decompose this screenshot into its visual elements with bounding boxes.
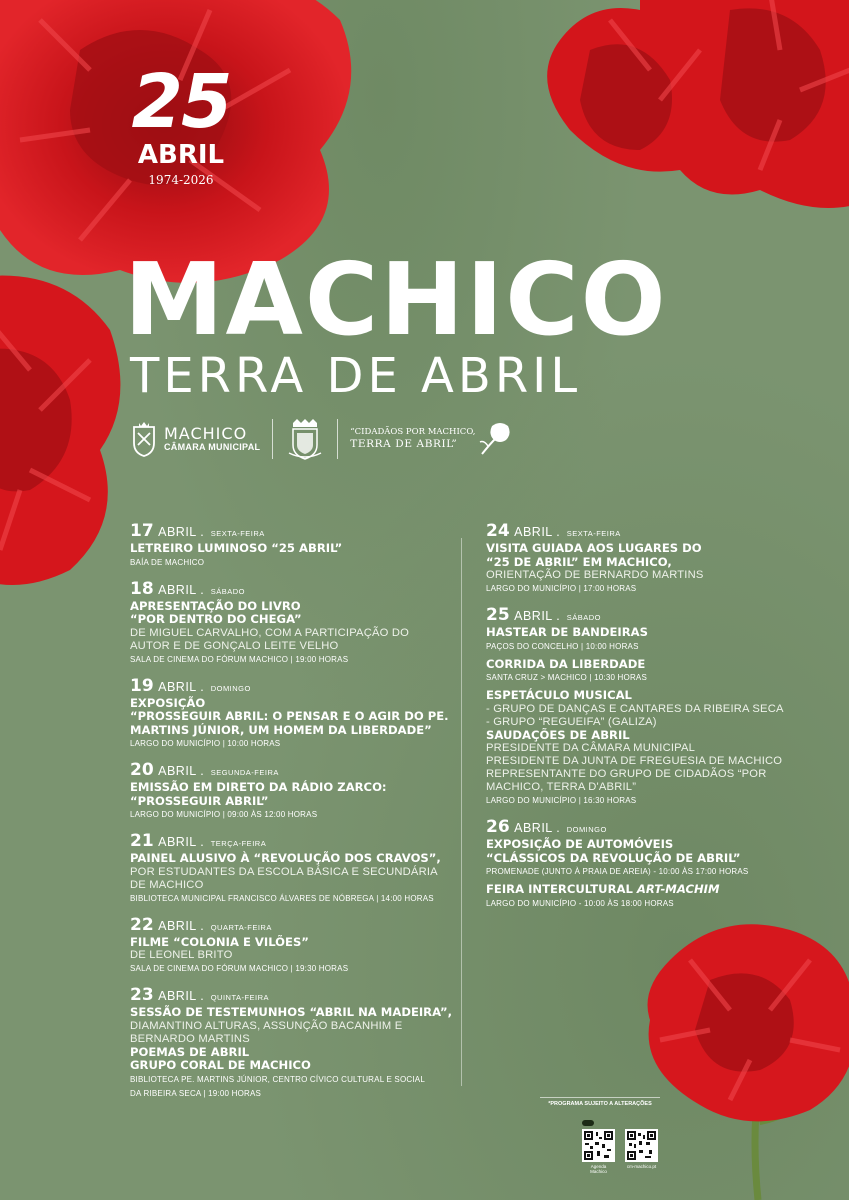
event-heading-text: FEIRA INTERCULTURAL: [486, 882, 637, 896]
badge-number: 25: [131, 59, 231, 145]
event-month: ABRIL .: [514, 821, 561, 835]
event-block: [486, 816, 786, 911]
event-location: LARGO DO MUNICÍPIO | 09:00 ÀS 12:00 HORAS: [130, 810, 318, 819]
event-heading: GRUPO CORAL DE MACHICO: [130, 1058, 311, 1072]
event-location: PROMENADE (JUNTO À PRAIA DE AREIA) - 10:00 ÀS 17:00 HORAS: [486, 867, 749, 876]
event-location: BIBLIOTECA MUNICIPAL FRANCISCO ÁLVARES DE NÓBREGA | 14:00 HORAS: [130, 893, 434, 903]
carnation-left-icon: [0, 270, 130, 590]
event-heading: FILME “COLONIA E VILÕES”: [130, 934, 309, 949]
event-block: [130, 759, 460, 822]
logo-separator: [272, 419, 273, 459]
qr-agenda[interactable]: [582, 1129, 615, 1174]
event-block: [130, 984, 460, 1101]
carnation-top-right-icon: [530, 0, 849, 220]
event-heading: [486, 883, 786, 897]
event-description: DE LEONEL BRITO: [130, 949, 233, 961]
event-month: ABRIL .: [158, 918, 205, 933]
event-location: SANTA CRUZ > MACHICO | 10:30 HORAS: [486, 673, 647, 682]
event-month: ABRIL .: [158, 835, 205, 849]
carnation-bottom-right-icon: [640, 920, 849, 1200]
event-date: [130, 984, 460, 1006]
column-divider: [461, 538, 462, 1086]
event-description: PRESIDENTE DA JUNTA DE FREGUESIA DE MACHICO: [486, 755, 783, 767]
event-date: [130, 830, 460, 852]
event-month: ABRIL .: [514, 525, 561, 539]
event-location: DA RIBEIRA SECA | 19:00 HORAS: [130, 1088, 262, 1098]
anniversary-badge: [126, 59, 236, 187]
program-disclaimer: *PROGRAMA SUJEITO A ALTERAÇÕES: [540, 1097, 660, 1107]
event-weekday: QUINTA-FEIRA: [210, 993, 270, 1002]
event-weekday: SÁBADO: [210, 586, 245, 596]
event-month: ABRIL .: [514, 609, 561, 623]
municipal-logo: [130, 421, 260, 457]
event-location: LARGO DO MUNICÍPIO | 10:00 HORAS: [130, 739, 281, 748]
event-weekday: TERÇA-FEIRA: [210, 839, 267, 848]
program-right-column: [486, 520, 786, 919]
event-weekday: SEXTA-FEIRA: [210, 529, 265, 538]
event-heading: LETREIRO LUMINOSO “25 ABRIL”: [130, 541, 343, 555]
program-left-column: [130, 520, 460, 1109]
event-heading: CORRIDA DA LIBERDADE: [486, 656, 646, 671]
event-description: REPRESENTANTE DO GRUPO DE CIDADÃOS “POR: [486, 768, 767, 780]
event-location: LARGO DO MUNICÍPIO | 16:30 HORAS: [486, 796, 637, 805]
app-badge-icon: [582, 1120, 594, 1126]
event-description: DE MACHICO: [130, 878, 204, 891]
event-date: [130, 675, 460, 697]
logo-separator: [337, 419, 338, 459]
event-weekday: SEXTA-FEIRA: [566, 529, 621, 538]
event-day: 17: [130, 521, 154, 541]
event-heading: EXPOSIÇÃO: [130, 695, 206, 710]
event-date: [486, 520, 786, 542]
event-day: 20: [130, 760, 154, 780]
event-heading: “PROSSEGUIR ABRIL”: [130, 793, 269, 808]
event-month: ABRIL .: [158, 989, 205, 1003]
badge-month: ABRIL: [137, 140, 225, 170]
event-block: [130, 914, 460, 977]
event-weekday: DOMINGO: [210, 683, 251, 693]
event-block: [130, 830, 460, 906]
qr-website[interactable]: [625, 1129, 658, 1174]
event-heading: “PROSSEGUIR ABRIL: O PENSAR E O AGIR DO PE.: [130, 709, 449, 723]
event-day: 23: [130, 985, 154, 1005]
municipal-sub: CÂMARA MUNICIPAL: [164, 441, 261, 452]
citizens-group-logo: [350, 420, 511, 458]
event-location: BAÍA DE MACHICO: [130, 557, 205, 567]
event-location: SALA DE CINEMA DO FÓRUM MACHICO | 19:30 HORAS: [130, 964, 349, 973]
event-day: 21: [130, 831, 154, 851]
event-weekday: SEGUNDA-FEIRA: [210, 768, 279, 777]
citizens-line2: TERRA DE ABRIL”: [350, 438, 458, 450]
badge-years: 1974-2026: [148, 173, 214, 187]
event-block: [130, 675, 460, 752]
qr-code-icon: [582, 1129, 615, 1162]
event-description: MACHICO, TERRA D'ABRIL”: [486, 781, 637, 793]
coat-of-arms-icon: [285, 417, 325, 461]
event-heading: VISITA GUIADA AOS LUGARES DO: [486, 541, 702, 555]
event-date: [130, 759, 460, 781]
event-heading: MARTINS JÚNIOR, UM HOMEM DA LIBERDADE”: [130, 722, 432, 737]
event-location: SALA DE CINEMA DO FÓRUM MACHICO | 19:00 HORAS: [130, 654, 349, 664]
event-day: 18: [130, 578, 154, 599]
event-heading: “CLÁSSICOS DA REVOLUÇÃO DE ABRIL”: [486, 850, 741, 865]
event-month: ABRIL .: [158, 764, 205, 778]
event-description: POR ESTUDANTES DA ESCOLA BÁSICA E SECUNDÁRIA: [130, 865, 438, 878]
poster-subtitle: TERRA DE ABRIL: [130, 348, 582, 404]
municipal-name: MACHICO: [164, 423, 248, 443]
event-block: [486, 604, 786, 808]
event-weekday: QUARTA-FEIRA: [210, 922, 272, 932]
event-date: [130, 914, 460, 936]
poster-title: MACHICO: [124, 241, 668, 358]
qr-left-caption: Agenda Machico: [590, 1164, 607, 1174]
event-month: ABRIL .: [158, 582, 205, 597]
event-date: [486, 604, 786, 626]
event-date: [486, 816, 786, 838]
machico-emblem-icon: [130, 421, 158, 457]
event-description: DIAMANTINO ALTURAS, ASSUNÇÃO BACANHIM E: [130, 1019, 403, 1032]
carnation-emblem-icon: [476, 420, 512, 458]
event-heading: APRESENTAÇÃO DO LIVRO: [130, 598, 301, 613]
event-day: 25: [486, 605, 510, 625]
event-description: DE MIGUEL CARVALHO, COM A PARTICIPAÇÃO DO: [130, 626, 410, 639]
qr-code-icon: [625, 1129, 658, 1162]
event-block: [486, 520, 786, 596]
event-description: - GRUPO DE DANÇAS E CANTARES DA RIBEIRA SECA: [486, 702, 784, 715]
event-location: BIBLIOTECA PE. MARTINS JÚNIOR, CENTRO CÍVICO CULTURAL E SOCIAL: [130, 1074, 425, 1084]
event-description: - GRUPO “REGUEIFA” (GALIZA): [486, 715, 657, 728]
event-description: AUTOR E DE GONÇALO LEITE VELHO: [130, 639, 339, 652]
event-day: 19: [130, 675, 154, 696]
qr-header: [582, 1120, 662, 1126]
event-weekday: DOMINGO: [566, 825, 607, 834]
event-heading: “POR DENTRO DO CHEGA”: [130, 612, 302, 626]
event-date: [130, 520, 460, 542]
event-heading: “25 DE ABRIL” EM MACHICO,: [486, 554, 672, 569]
event-heading: ESPETÁCULO MUSICAL: [486, 688, 632, 702]
event-month: ABRIL .: [158, 679, 205, 694]
event-heading: PAINEL ALUSIVO À “REVOLUÇÃO DOS CRAVOS”,: [130, 851, 441, 865]
event-heading: SAUDAÇÕES DE ABRIL: [486, 727, 630, 742]
event-month: ABRIL .: [158, 525, 205, 539]
qr-right-caption: cm-machico.pt: [626, 1164, 657, 1169]
logos-row: [130, 416, 512, 462]
qr-codes: [582, 1120, 662, 1174]
event-heading: SESSÃO DE TESTEMUNHOS “ABRIL NA MADEIRA”,: [130, 1005, 453, 1019]
event-location: PAÇOS DO CONCELHO | 10:00 HORAS: [486, 641, 639, 651]
event-heading: HASTEAR DE BANDEIRAS: [486, 625, 648, 639]
event-description: BERNARDO MARTINS: [130, 1032, 250, 1045]
event-block: [130, 520, 460, 570]
event-location: LARGO DO MUNICÍPIO | 17:00 HORAS: [486, 584, 637, 593]
event-heading-emphasis: ART-MACHIM: [636, 882, 720, 896]
event-weekday: SÁBADO: [566, 613, 601, 622]
event-description: PRESIDENTE DA CÂMARA MUNICIPAL: [486, 742, 696, 754]
event-heading: EMISSÃO EM DIRETO DA RÁDIO ZARCO:: [130, 780, 387, 794]
event-description: ORIENTAÇÃO DE BERNARDO MARTINS: [486, 569, 704, 581]
citizens-line1: “CIDADÃOS POR MACHICO,: [350, 427, 476, 437]
event-day: 24: [486, 521, 510, 541]
event-block: [130, 578, 460, 667]
event-date: [130, 578, 460, 600]
event-day: 22: [130, 914, 154, 935]
event-heading: EXPOSIÇÃO DE AUTOMÓVEIS: [486, 837, 674, 851]
event-location: LARGO DO MUNICÍPIO - 10:00 ÀS 18:00 HORAS: [486, 898, 674, 908]
event-heading: POEMAS DE ABRIL: [130, 1044, 250, 1059]
event-day: 26: [486, 817, 510, 837]
